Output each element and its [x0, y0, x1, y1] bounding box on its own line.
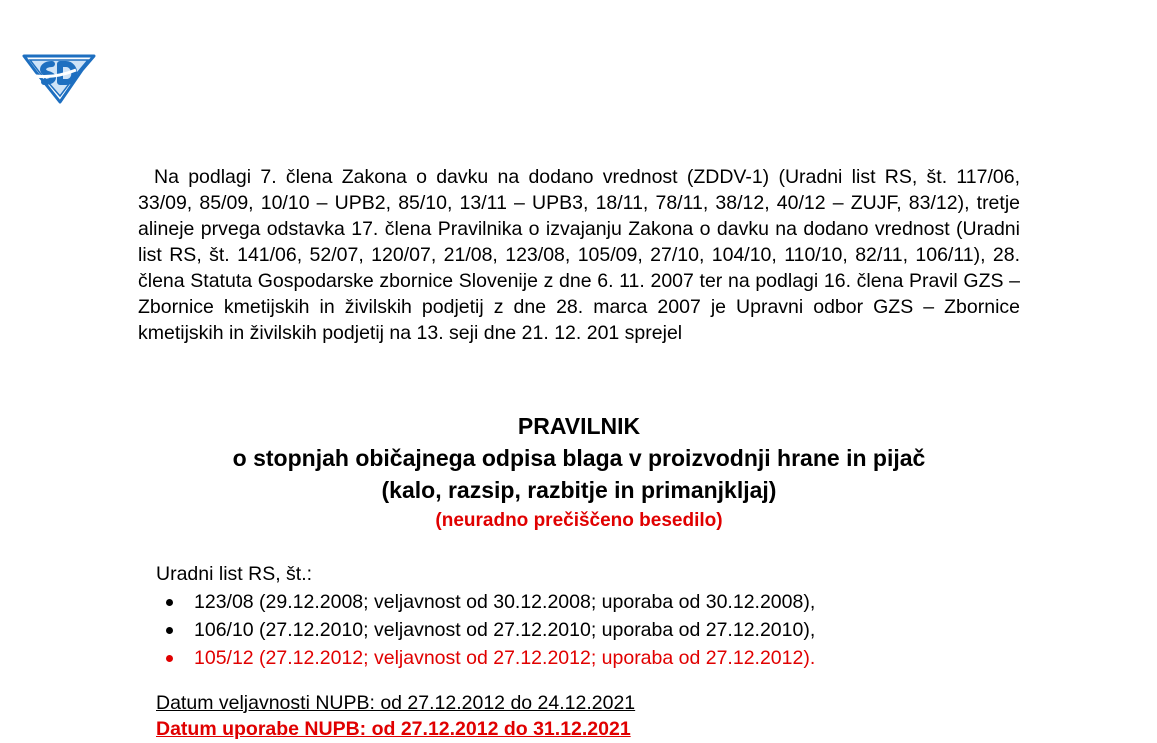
gazette-item-text: 123/08 (29.12.2008; veljavnost od 30.12.2008; uporaba od 30.12.2008),	[194, 591, 816, 613]
list-item	[156, 588, 1016, 616]
usage-date: Datum uporabe NUPB: od 27.12.2012 do 31.12.2021	[156, 718, 631, 740]
bullet-icon	[166, 627, 173, 634]
title-line-3: (kalo, razsip, razbitje in primanjkljaj)	[381, 477, 777, 503]
gazette-item-text: 106/10 (27.12.2010; veljavnost od 27.12.2010; uporaba od 27.12.2010),	[194, 619, 816, 641]
list-item	[156, 644, 1016, 672]
title-line-1: PRAVILNIK	[517, 413, 641, 439]
title-unofficial-note: (neuradno prečiščeno besedilo)	[435, 510, 723, 531]
gazette-items	[156, 588, 1016, 672]
list-item	[156, 616, 1016, 644]
bullet-icon	[166, 655, 173, 662]
bullet-icon	[166, 599, 173, 606]
title-line-2: o stopnjah običajnega odpisa blaga v proizvodnji hrane in pijač	[232, 445, 926, 471]
intro-text: Na podlagi 7. člena Zakona o davku na dodano vrednost (ZDDV-1) (Uradni list RS, št. 117/06, 33/09, 85/09, 10/10 – UPB2, 85/10, 13/11 – UPB3, 18/11, 78/11, 38/12, 40/12 – ZUJF, 83/12), tretje alineje prvega odstavka 17. člena Pravilnika o izvajanju Zakona o davku na dodano vrednost (Uradni list RS, št. 141/06, 52/07, 120/07, 21/08, 123/08, 105/09, 27/10, 104/10, 110/10, 82/11, 106/11), 28. člena Statuta Gospodarske zbornice Slovenije z dne 6. 11. 2007 ter na podlagi 16. člena Pravil GZS – Zbornice kmetijskih in živilskih podjetij z dne 28. marca 2007 je Upravni odbor GZS – Zbornice kmetijskih in živilskih podjetij na 13. seji dne 21. 12. 201 sprejel	[138, 166, 1020, 344]
intro-paragraph	[138, 164, 1020, 346]
validity-date: Datum veljavnosti NUPB: od 27.12.2012 do 24.12.2021	[156, 692, 636, 714]
gazette-list	[156, 560, 1016, 672]
document-title	[138, 410, 1020, 534]
gazette-item-text: 105/12 (27.12.2012; veljavnost od 27.12.2012; uporaba od 27.12.2012).	[194, 647, 816, 669]
gazette-heading: Uradni list RS, št.:	[156, 563, 313, 585]
sd-logo-icon	[20, 48, 98, 104]
dates-block	[156, 690, 635, 742]
